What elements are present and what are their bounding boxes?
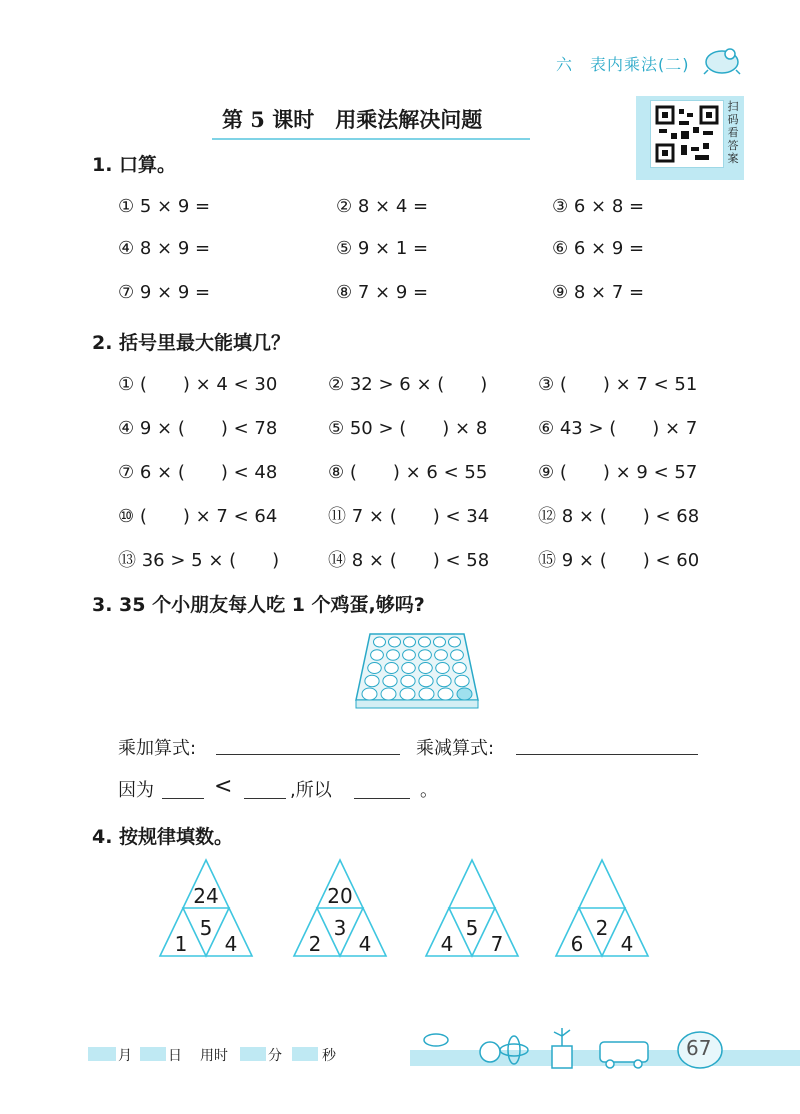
egg bbox=[401, 675, 415, 687]
egg bbox=[385, 663, 399, 674]
q2-item: ⑪ 7 × ( ) < 34 bbox=[328, 506, 490, 527]
egg bbox=[403, 650, 416, 661]
q1-item: ⑦ 9 × 9 = bbox=[118, 282, 211, 303]
q1-item: ④ 8 × 9 = bbox=[118, 238, 211, 259]
so-answer-line[interactable] bbox=[354, 798, 410, 799]
egg bbox=[400, 688, 415, 700]
less-than-sign: < bbox=[214, 774, 233, 799]
egg bbox=[419, 637, 431, 647]
because-label: 因为 bbox=[118, 780, 154, 801]
egg-tray-front bbox=[356, 700, 478, 708]
egg bbox=[419, 675, 433, 687]
q1-item: ① 5 × 9 = bbox=[118, 196, 211, 217]
month-blank[interactable] bbox=[88, 1047, 116, 1061]
because-answer-line-2[interactable] bbox=[244, 798, 286, 799]
day-blank[interactable] bbox=[140, 1047, 166, 1061]
egg bbox=[387, 650, 400, 661]
q1-heading: 1. 口算。 bbox=[92, 154, 177, 176]
triangle-left-number: 4 bbox=[440, 932, 454, 956]
egg bbox=[438, 688, 453, 700]
page-number: 67 bbox=[686, 1036, 712, 1060]
q1-item: ⑨ 8 × 7 = bbox=[552, 282, 645, 303]
number-triangle bbox=[424, 858, 520, 958]
q2-item: ③ ( ) × 7 < 51 bbox=[538, 374, 698, 395]
egg bbox=[383, 675, 397, 687]
multiply-subtract-label: 乘减算式: bbox=[416, 738, 495, 759]
minute-blank[interactable] bbox=[240, 1047, 266, 1061]
empty-egg-slot bbox=[457, 688, 472, 700]
triangle-top-number: 24 bbox=[193, 884, 219, 908]
egg bbox=[404, 637, 416, 647]
egg bbox=[453, 663, 467, 674]
egg bbox=[455, 675, 469, 687]
q1-item: ⑥ 6 × 9 = bbox=[552, 238, 645, 259]
egg-tray-image bbox=[352, 628, 482, 710]
triangle-left-number: 6 bbox=[570, 932, 584, 956]
q2-item: ⑬ 36 > 5 × ( ) bbox=[118, 550, 280, 571]
egg bbox=[437, 675, 451, 687]
egg bbox=[365, 675, 379, 687]
egg bbox=[381, 688, 396, 700]
q1-item: ② 8 × 4 = bbox=[336, 196, 429, 217]
number-triangle bbox=[292, 858, 388, 958]
egg bbox=[419, 688, 434, 700]
triangle-right-number: 7 bbox=[490, 932, 504, 956]
chapter-header: 六 表内乘法(二) bbox=[556, 55, 690, 74]
q3-heading: 3. 35 个小朋友每人吃 1 个鸡蛋,够吗? bbox=[92, 594, 425, 616]
triangle-left-number: 2 bbox=[308, 932, 322, 956]
triangle-right-number: 4 bbox=[224, 932, 238, 956]
q1-item: ⑤ 9 × 1 = bbox=[336, 238, 429, 259]
second-blank[interactable] bbox=[292, 1047, 318, 1061]
q2-heading: 2. 括号里最大能填几？ bbox=[92, 332, 291, 354]
egg bbox=[434, 637, 446, 647]
time-used-label: 用时 bbox=[200, 1048, 228, 1064]
q2-item: ⑦ 6 × ( ) < 48 bbox=[118, 462, 278, 483]
page-title: 第 5 课时 用乘法解决问题 bbox=[222, 107, 483, 132]
egg bbox=[419, 650, 432, 661]
day-label: 日 bbox=[168, 1048, 182, 1064]
multiply-add-answer-line[interactable] bbox=[216, 754, 400, 755]
egg bbox=[368, 663, 382, 674]
number-triangle bbox=[554, 858, 650, 958]
q1-item: ⑧ 7 × 9 = bbox=[336, 282, 429, 303]
egg bbox=[371, 650, 384, 661]
q2-item: ⑫ 8 × ( ) < 68 bbox=[538, 506, 700, 527]
so-label: ,所以 bbox=[290, 780, 332, 801]
egg bbox=[362, 688, 377, 700]
egg bbox=[402, 663, 416, 674]
multiply-subtract-answer-line[interactable] bbox=[516, 754, 698, 755]
q2-item: ④ 9 × ( ) < 78 bbox=[118, 418, 278, 439]
second-label: 秒 bbox=[322, 1048, 336, 1064]
q2-item: ② 32 > 6 × ( ) bbox=[328, 374, 488, 395]
egg bbox=[451, 650, 464, 661]
q2-item: ⑤ 50 > ( ) × 8 bbox=[328, 418, 488, 439]
multiply-add-label: 乘加算式: bbox=[118, 738, 197, 759]
egg bbox=[419, 663, 433, 674]
triangle-center-number: 5 bbox=[465, 916, 479, 940]
q2-item: ⑧ ( ) × 6 < 55 bbox=[328, 462, 488, 483]
qr-code-icon[interactable] bbox=[650, 100, 724, 168]
number-triangle bbox=[158, 858, 254, 958]
triangle-top-number: 20 bbox=[327, 884, 353, 908]
triangle-center-number: 3 bbox=[333, 916, 347, 940]
q2-item: ⑨ ( ) × 9 < 57 bbox=[538, 462, 698, 483]
triangle-right-number: 4 bbox=[358, 932, 372, 956]
triangle-center-number: 5 bbox=[199, 916, 213, 940]
mascot-icon bbox=[700, 40, 746, 76]
egg bbox=[374, 637, 386, 647]
q1-item: ③ 6 × 8 = bbox=[552, 196, 645, 217]
triangle-left-number: 1 bbox=[174, 932, 188, 956]
egg bbox=[435, 650, 448, 661]
footer-decoration-icons bbox=[412, 1018, 682, 1072]
q2-item: ① ( ) × 4 < 30 bbox=[118, 374, 278, 395]
period: 。 bbox=[420, 780, 438, 801]
triangle-right-number: 4 bbox=[620, 932, 634, 956]
egg bbox=[436, 663, 450, 674]
q2-item: ⑭ 8 × ( ) < 58 bbox=[328, 550, 490, 571]
minute-label: 分 bbox=[268, 1048, 282, 1064]
q2-item: ⑥ 43 > ( ) × 7 bbox=[538, 418, 698, 439]
egg bbox=[449, 637, 461, 647]
q4-heading: 4. 按规律填数。 bbox=[92, 826, 234, 848]
qr-label: 扫码看答案 bbox=[727, 100, 739, 165]
q2-item: ⑮ 9 × ( ) < 60 bbox=[538, 550, 700, 571]
q2-item: ⑩ ( ) × 7 < 64 bbox=[118, 506, 278, 527]
because-answer-line-1[interactable] bbox=[162, 798, 204, 799]
egg bbox=[389, 637, 401, 647]
month-label: 月 bbox=[118, 1048, 132, 1064]
triangle-center-number: 2 bbox=[595, 916, 609, 940]
